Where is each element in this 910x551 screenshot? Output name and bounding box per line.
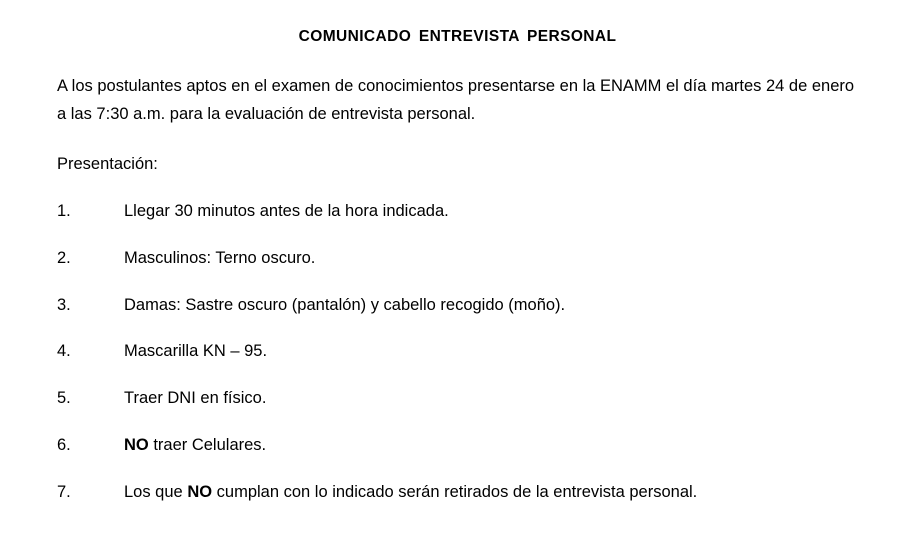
list-item-text: Masculinos: Terno oscuro.	[124, 248, 316, 267]
list-item-text: Los que NO cumplan con lo indicado serán retirados de la entrevista personal.	[124, 482, 698, 501]
presentation-heading: Presentación:	[57, 154, 158, 173]
list-item-number: 5.	[57, 389, 71, 408]
list-item-text: Traer DNI en físico.	[124, 389, 267, 408]
list-item-number: 3.	[57, 295, 71, 314]
list-item	[57, 386, 858, 411]
list-item-text: NO traer Celulares.	[124, 435, 267, 454]
intro-paragraph: A los postulantes aptos en el examen de conocimientos presentarse en la ENAMM el día martes 24 de enero a las 7:30 a.m. para la evaluación de entrevista personal.	[57, 77, 855, 124]
list-item-number: 2.	[57, 248, 71, 267]
list-item-number: 7.	[57, 482, 71, 501]
list-item	[57, 433, 858, 458]
list-item	[57, 480, 858, 505]
requirements-list	[57, 199, 858, 504]
list-item	[57, 293, 858, 318]
list-item-text: Damas: Sastre oscuro (pantalón) y cabello recogido (moño).	[124, 295, 566, 314]
list-item	[57, 246, 858, 271]
page-title: COMUNICADO ENTREVISTA PERSONAL	[298, 28, 617, 45]
list-item-number: 4.	[57, 342, 71, 361]
list-item-text: Mascarilla KN – 95.	[124, 342, 268, 361]
list-item	[57, 339, 858, 364]
list-item-number: 1.	[57, 202, 71, 221]
list-item	[57, 199, 858, 224]
list-item-text: Llegar 30 minutos antes de la hora indicada.	[124, 202, 449, 221]
list-item-number: 6.	[57, 435, 71, 454]
